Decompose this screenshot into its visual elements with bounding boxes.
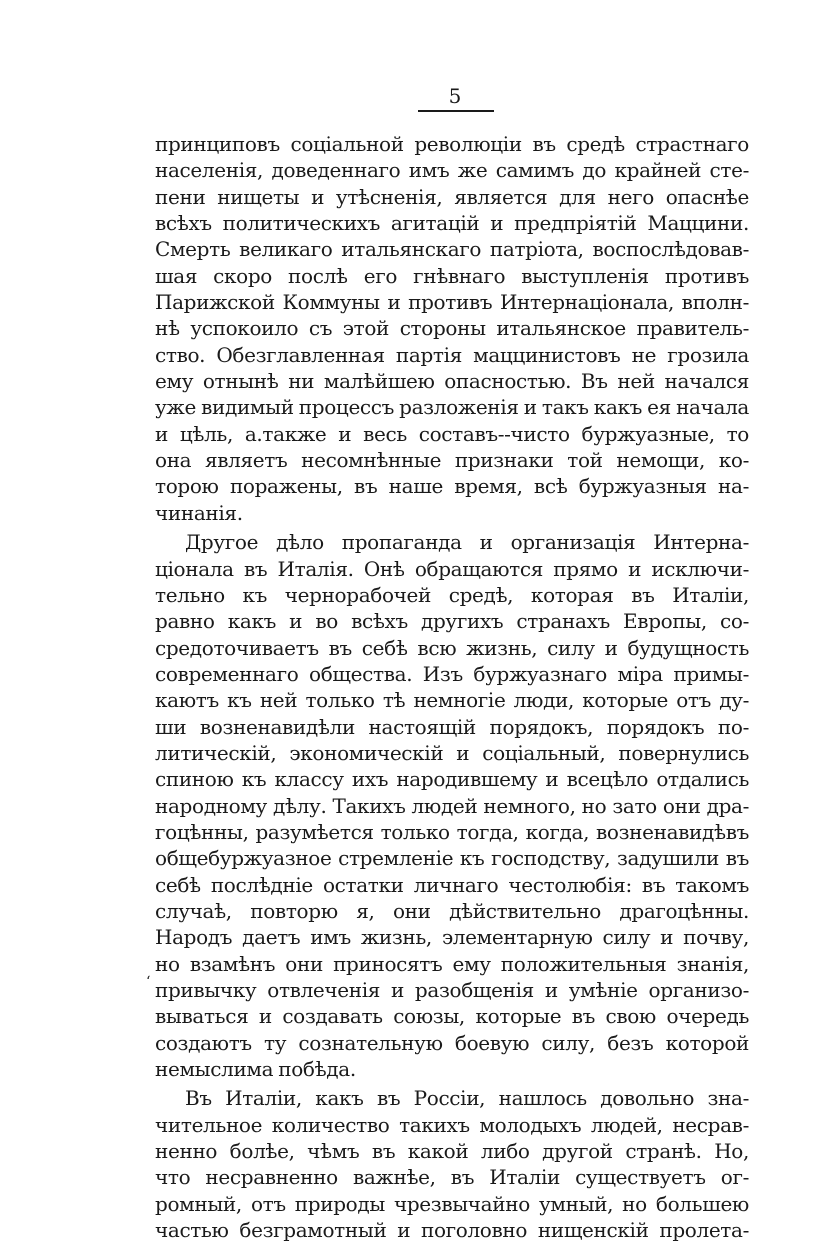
text-line: Народъ даетъ имъ жизнь, элементарную силу и почву, bbox=[155, 925, 749, 950]
text-line: нѣ успокоило съ этой стороны итальянское правитель- bbox=[155, 316, 749, 341]
text-line: чинанія. bbox=[155, 500, 243, 525]
page-number-rule bbox=[418, 110, 494, 112]
text-line: всѣхъ политическихъ агитацій и предпріятій Маццини. bbox=[155, 211, 749, 236]
text-line: привычку отвлеченія и разобщенія и умѣніе организо- bbox=[155, 978, 749, 1002]
text-line: принциповъ соціальной революціи въ средѣ страстнаго bbox=[155, 132, 749, 156]
text-line: народному дѣлу. Такихъ людей немного, но зато они дра- bbox=[155, 793, 749, 818]
printer-speck-mark: ‘ bbox=[146, 974, 151, 990]
paragraph bbox=[155, 529, 749, 1082]
text-line: но взамѣнъ они приносятъ ему положительныя знанія, bbox=[155, 951, 749, 976]
text-line: чительное количество такихъ молодыхъ людей, несрав- bbox=[155, 1112, 749, 1137]
text-line: вываться и создавать союзы, которые въ свою очередь bbox=[155, 1004, 749, 1029]
text-line: ціонала въ Италія. Онѣ обращаются прямо и исключи- bbox=[155, 556, 749, 581]
text-line: и цѣль, а.также и весь составъ--чисто буржуазные, то bbox=[155, 421, 749, 446]
text-line: равно какъ и во всѣхъ другихъ странахъ Европы, со- bbox=[155, 609, 749, 634]
text-line: создаютъ ту сознательную боевую силу, безъ которой bbox=[155, 1030, 749, 1055]
text-line: Въ Италіи, какъ въ Россіи, нашлось довольно зна- bbox=[185, 1086, 749, 1111]
text-line: уже видимый процессъ разложенія и такъ какъ ея начала bbox=[155, 395, 749, 420]
text-line: пени нищеты и утѣсненія, является для него опаснѣе bbox=[155, 184, 749, 209]
paragraph bbox=[155, 1085, 749, 1243]
text-line: что несравненно важнѣе, въ Италіи существуетъ ог- bbox=[155, 1165, 749, 1190]
text-line: частью безграмотный и поголовно нищенскій пролета- bbox=[155, 1218, 749, 1243]
text-line: Смерть великаго итальянскаго патріота, воспослѣдовав- bbox=[155, 237, 749, 262]
text-line: средоточиваетъ въ себѣ всю жизнь, силу и будущность bbox=[155, 635, 749, 660]
text-line: ши возненавидѣли настоящій порядокъ, порядокъ по- bbox=[155, 714, 749, 739]
text-line: тельно къ чернорабочей средѣ, которая въ Италіи, bbox=[155, 582, 749, 607]
text-line: случаѣ, повторю я, они дѣйствительно драгоцѣнны. bbox=[155, 898, 749, 923]
text-line: торою поражены, въ наше время, всѣ буржуазныя на- bbox=[155, 474, 749, 499]
paragraph bbox=[155, 131, 749, 526]
text-line: ромный, отъ природы чрезвычайно умный, но большею bbox=[155, 1191, 749, 1216]
body-text bbox=[155, 131, 749, 1243]
text-line: немыслима побѣда. bbox=[155, 1057, 356, 1082]
text-line: спиною къ классу ихъ народившему и всецѣло отдались bbox=[155, 767, 749, 792]
text-line: ненно болѣе, чѣмъ въ какой либо другой странѣ. Но, bbox=[155, 1139, 749, 1164]
text-line: ство. Обезглавленная партія маццинистовъ не грозила bbox=[155, 342, 749, 367]
text-line: гоцѣнны, разумѣется только тогда, когда, возненавидѣвъ bbox=[155, 819, 749, 844]
text-line: общебуржуазное стремленіе къ господству, задушили въ bbox=[155, 846, 749, 871]
text-line: шая скоро послѣ его гнѣвнаго выступленія противъ bbox=[155, 263, 749, 288]
text-line: себѣ послѣдніе остатки личнаго честолюбія: въ такомъ bbox=[155, 872, 749, 897]
page-number: 5 bbox=[448, 84, 462, 108]
text-line: она являетъ несомнѣнные признаки той немощи, ко- bbox=[155, 448, 749, 473]
text-line: населенія, доведеннаго имъ же самимъ до крайней сте- bbox=[155, 158, 749, 183]
text-line: Другое дѣло пропаганда и организація Интерна- bbox=[185, 530, 749, 555]
text-line: ему отнынѣ ни малѣйшею опасностью. Въ ней начался bbox=[155, 369, 749, 394]
text-line: современнаго общества. Изъ буржуазнаго міра примы- bbox=[155, 661, 749, 686]
text-line: каютъ къ ней только тѣ немногіе люди, которые отъ ду- bbox=[155, 688, 749, 713]
text-line: Парижской Коммуны и противъ Интернаціонала, вполн- bbox=[155, 290, 749, 315]
text-line: литическій, экономическій и соціальный, повернулись bbox=[155, 740, 749, 765]
